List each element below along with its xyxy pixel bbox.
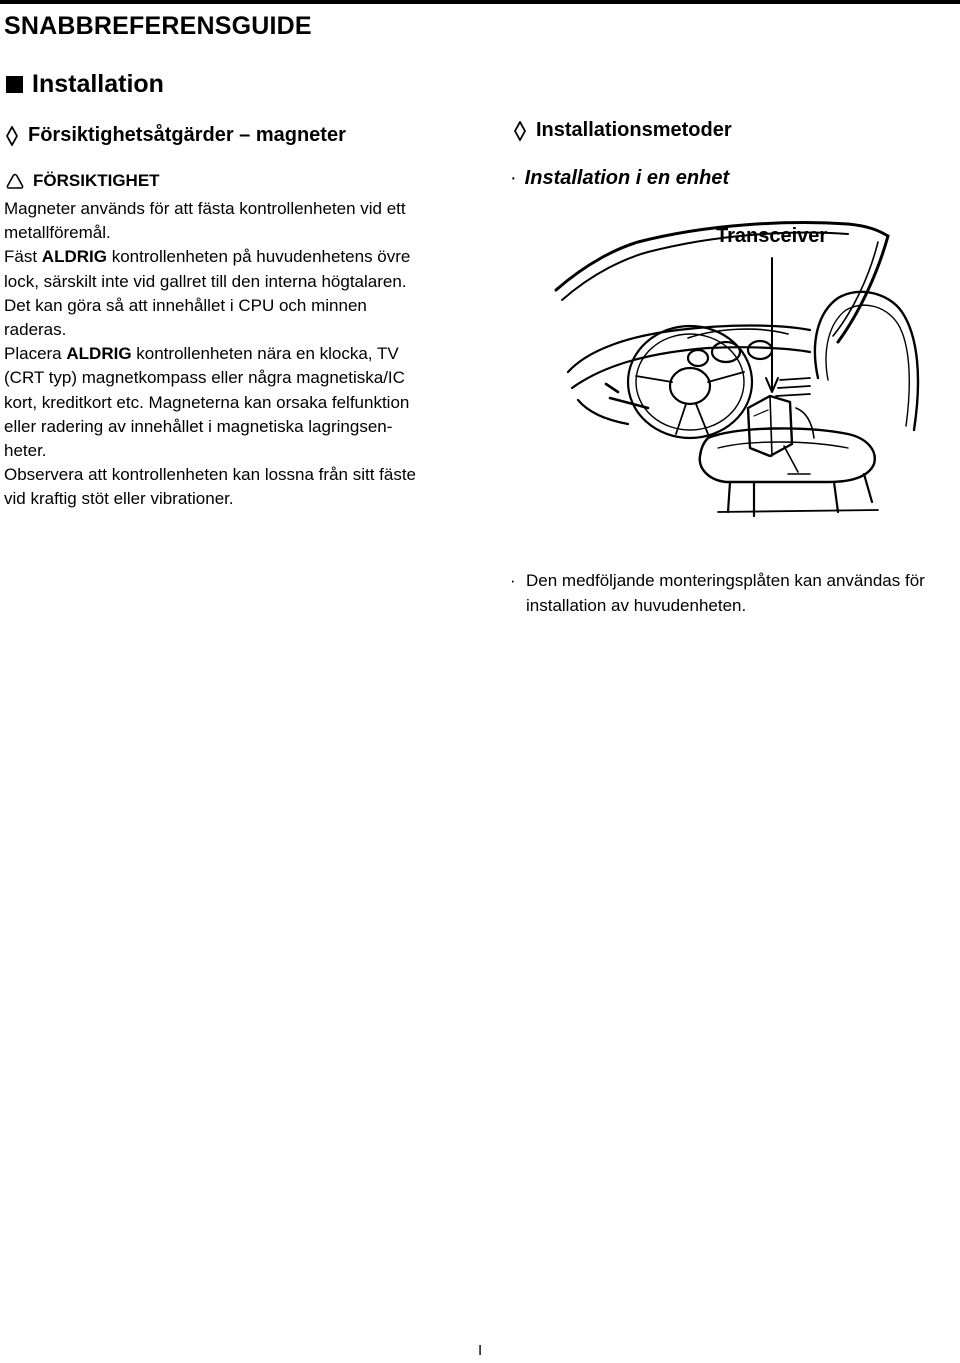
page-number: I (478, 1342, 483, 1359)
caution-body-line: Det kan göra så att innehållet i CPU och minnen (4, 295, 367, 315)
caution-body-line: eller radering av innehållet i magnetiska lagringsen- (4, 416, 393, 436)
car-interior-illustration (548, 212, 928, 528)
black-square-icon (6, 76, 23, 93)
section-heading (6, 70, 164, 99)
caution-body-line: lock, särskilt inte vid gallret till den interna högtalaren. (4, 271, 407, 291)
emphasis-word: ALDRIG (66, 344, 132, 364)
installation-method-item (510, 167, 729, 190)
caution-heading (6, 171, 160, 191)
bullet-dot: · (510, 167, 517, 189)
caution-body-line: Magneter används för att fästa kontrollenheten vid ett (4, 199, 406, 218)
installation-methods-heading-text: Installationsmetoder (536, 119, 732, 141)
emphasis-word: ALDRIG (41, 247, 107, 267)
diamond-outline-icon (514, 121, 526, 141)
note-bullet-dot: · (510, 571, 516, 590)
caution-label: FÖRSIKTIGHET (33, 171, 160, 190)
installation-methods-heading (514, 119, 732, 142)
caution-body-line: metallföremål. (4, 223, 111, 243)
caution-triangle-icon (6, 173, 24, 189)
caution-body-line: raderas. (4, 320, 67, 340)
illustration-label: Transceiver (716, 225, 828, 247)
precautions-heading-text: Försiktighetsåtgärder – magneter (28, 124, 346, 146)
caution-body-text (4, 197, 454, 512)
caution-body-line: Placera ALDRIG kontrollenheten nära en klocka, TV (4, 344, 399, 364)
caution-body-line: Observera att kontrollenheten kan lossna från sitt fäste (4, 465, 417, 485)
page-title: SNABBREFERENSGUIDE (4, 12, 312, 40)
precautions-heading (6, 124, 346, 147)
note-line-2: installation av huvudenheten. (526, 595, 747, 615)
diamond-outline-icon (6, 126, 18, 146)
mounting-note (510, 569, 958, 618)
caution-body-line: heter. (4, 441, 47, 461)
caution-body-line: Fäst ALDRIG kontrollenheten på huvudenhetens övre (4, 247, 411, 267)
section-title: Installation (32, 70, 164, 98)
caution-body-line: kort, kreditkort etc. Magneterna kan orsaka felfunktion (4, 392, 410, 412)
caution-body-line: (CRT typ) magnetkompass eller några magnetiska/IC (4, 368, 405, 388)
caution-body-line: vid kraftig stöt eller vibrationer. (4, 489, 234, 509)
installation-method-label: Installation i en enhet (524, 167, 730, 189)
top-rule (0, 0, 960, 4)
note-line-1: Den medföljande monteringsplåten kan användas för (526, 571, 925, 590)
